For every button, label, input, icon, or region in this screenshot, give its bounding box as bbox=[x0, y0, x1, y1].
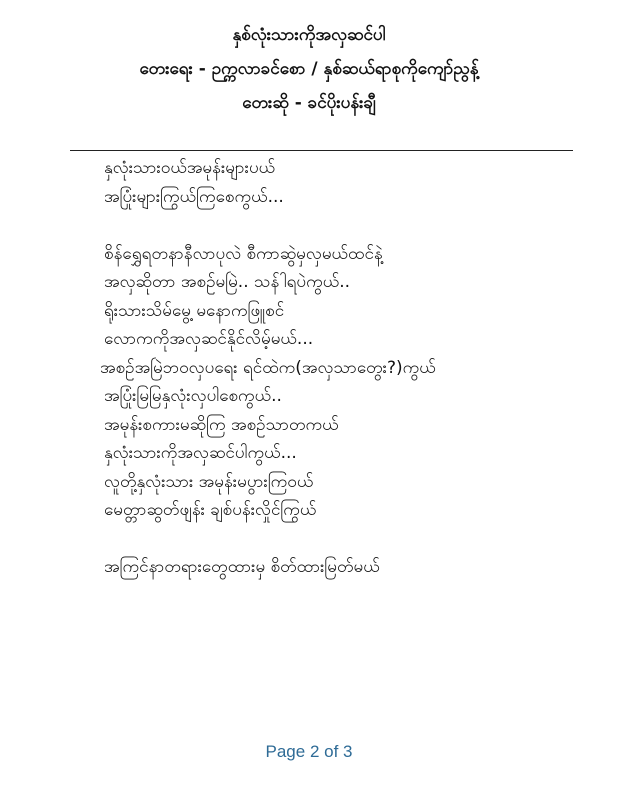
lyric-line: လူတို့နှလုံးသား အမုန်းမပွားကြဝယ် bbox=[104, 471, 314, 492]
lyric-line: အကြင်နာတရားတွေထားမှ စိတ်ထားမြတ်မယ် bbox=[104, 557, 380, 577]
stanza-break bbox=[104, 525, 574, 554]
stanza-break bbox=[104, 211, 574, 240]
lyric-line: အစဉ်အမြဲဘဝလှပရေး ရင်ထဲက(အလှသာတွေး?)ကွယ် bbox=[100, 357, 436, 378]
lyric-line: လောကကိုအလှဆင်နိုင်လိမ့်မယ်... bbox=[104, 329, 314, 349]
song-title: နှစ်လုံးသားကိုအလှဆင်ပါ bbox=[232, 25, 386, 45]
lyric-line: စိန်ရွှေရတနာနီလာပုလဲ စီကာဆွဲမှလှမယ်ထင်နဲ့ bbox=[104, 243, 383, 264]
lyric-line: နှလုံးသားကိုအလှဆင်ပါကွယ်... bbox=[104, 443, 297, 463]
lyric-line: နှလုံးသားဝယ်အမုန်းများပယ် bbox=[104, 158, 276, 178]
lyric-line: အပြုံးမြမြနှလုံးလှပါစေကွယ်.. bbox=[104, 386, 282, 406]
lyric-line: မေတ္တာဆွတ်ဖျန်း ချစ်ပန်းလှိုင်ကြွယ် bbox=[104, 500, 317, 520]
lyrics-body bbox=[100, 154, 574, 582]
page-number: Page 2 of 3 bbox=[265, 742, 353, 761]
singer-credit: တေးဆို - ခင်ပိုးပန်းချီ bbox=[242, 93, 376, 113]
lyric-line: အပြုံးများကြွယ်ကြစေကွယ်... bbox=[104, 186, 284, 207]
lyric-line: ရိုးသားသိမ်မွေ့ မနောကဖြူစင် bbox=[104, 300, 285, 321]
lyric-line: အလှဆိုတာ အစဉ်မမြဲ.. သန်ါရပဲကွယ်.. bbox=[104, 272, 351, 292]
document-header bbox=[0, 18, 618, 120]
author-credit: တေးရေး - ဉက္ကလာခင်စော / နှစ်ဆယ်ရာစုကိုကျော်ညွန့် bbox=[139, 59, 479, 79]
lyric-line: အမုန်းစကားမဆိုကြ အစဉ်သာတကယ် bbox=[104, 414, 339, 435]
horizontal-divider bbox=[70, 150, 573, 151]
